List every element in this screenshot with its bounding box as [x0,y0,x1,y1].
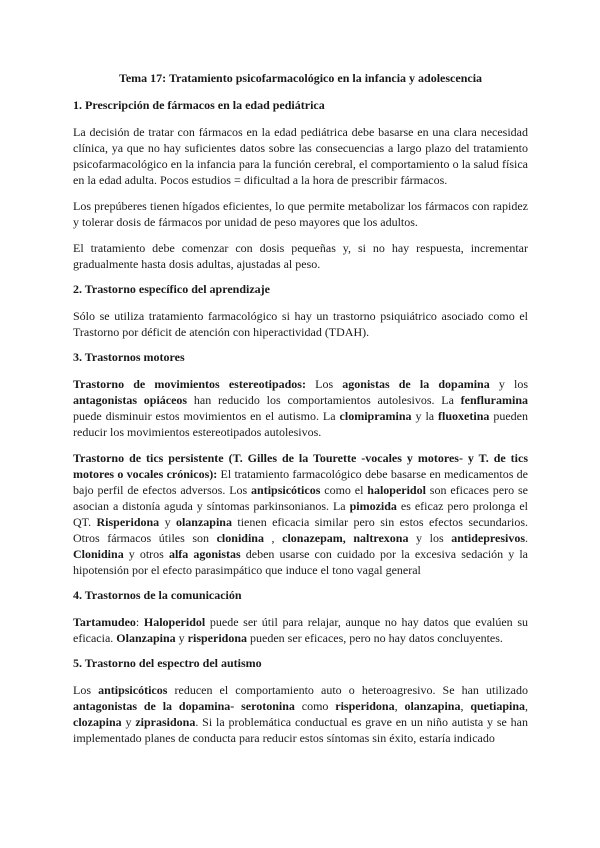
text: es eficaz pero prolonga el QT. [73,499,528,529]
term: Trastorno de tics persistente (T. Gilles de la Tourette -vocales y motores- y T. de tics motores o vocales crónicos): [73,451,528,481]
section-2-paragraph-1: Sólo se utiliza tratamiento farmacológico si hay un trastorno psiquiátrico asociado como el Trastorno por déficit de atención con hiperactividad (TDAH). [73,309,528,339]
text: son eficaces pero se asocian a distonía aguda y síntomas parkinsonianos. La [73,483,528,513]
term: fenfluramina [460,393,529,407]
text: y [159,515,176,529]
term: clozapina [73,715,122,729]
term: quetiapina [470,699,526,713]
term: ziprasidona [135,715,196,729]
term: risperidona [187,631,247,645]
section-1-paragraph-2: Los prepúberes tienen hígados eficientes, lo que permite metabolizar los fármacos con rapidez y tolerar dosis de fármacos por unidad de peso mayores que los adultos. [73,199,528,229]
text: Los [73,683,99,697]
term: Trastorno de movimientos estereotipados: [73,377,306,391]
term: Risperidona [96,515,160,529]
text: y los [489,377,529,391]
term: haloperidol [367,483,426,497]
term: Clonidina [73,547,124,561]
section-3-paragraph-2 [73,450,528,578]
text: y [175,631,188,645]
term: olanzapina [404,699,461,713]
document-page [73,71,528,756]
text: puede ser útil para relajar, aunque no hay datos que evalúen su eficacia. [73,615,528,645]
text: como [294,699,336,713]
term: antipsicóticos [98,683,168,697]
text: , [263,531,283,545]
term: Tartamudeo [73,615,136,629]
text: deben usarse con cuidado por la excesiva sedación y la hipotensión por el efecto parasimpático que induce el tono vagal general [73,547,528,577]
text: y los [408,531,452,545]
text: y la [411,409,439,423]
section-3-paragraph-1 [73,376,528,440]
term: antagonistas opiáceos [73,393,188,407]
text: , [460,699,471,713]
text: . [525,531,528,545]
term: clonazepam, naltrexona [282,531,409,545]
term: fluoxetina [438,409,490,423]
section-5-heading: 5. Trastorno del espectro del autismo [73,656,262,670]
text: El tratamiento farmacológico debe basarse en medicamentos de bajo perfil de efectos adversos. Los [73,467,528,497]
section-3-heading: 3. Trastornos motores [73,350,185,364]
section-1-paragraph-3: El tratamiento debe comenzar con dosis pequeñas y, si no hay respuesta, incrementar gradualmente hasta dosis adultas, ajustadas al peso. [73,241,528,271]
term: clonidina [216,531,264,545]
document-title: Tema 17: Tratamiento psicofarmacológico en la infancia y adolescencia [118,71,483,85]
text: , [394,699,405,713]
term: risperidona [335,699,395,713]
text: han reducido los comportamientos autolesivos. La [187,393,461,407]
text: , [525,699,529,713]
section-4-paragraph-1 [73,614,528,646]
term: Haloperidol [143,615,206,629]
term: antagonistas de la dopamina- serotonina [73,699,295,713]
text: : [135,615,144,629]
term: alfa agonistas [168,547,241,561]
text: pueden ser eficaces, pero no hay datos concluyentes. [247,631,503,645]
text: como el [320,483,368,497]
term: Olanzapina [116,631,176,645]
text: y otros [123,547,169,561]
term: antipsicóticos [251,483,321,497]
text: tienen eficacia similar pero sin estos efectos secundarios. Otros fármacos útiles son [73,515,528,545]
term: olanzapina [175,515,232,529]
text: y [121,715,136,729]
term: agonistas de la dopamina [342,377,490,391]
text: pueden reducir los movimientos estereotipados autolesivos. [73,409,528,439]
term: clomipramina [339,409,412,423]
section-2-heading: 2. Trastorno específico del aprendizaje [73,282,270,296]
text: reducen el comportamiento auto o heteroagresivo. Se han utilizado [167,683,528,697]
text: puede disminuir estos movimientos en el autismo. La [73,409,340,423]
section-5-paragraph-1 [73,682,528,746]
section-4-heading: 4. Trastornos de la comunicación [73,588,242,602]
term: pimozida [349,499,397,513]
text: . Si la problemática conductual es grave en un niño autista y se han implementado planes de conducta para reducir estos síntomas sin éxito, estaría indicado [73,715,528,745]
section-1-paragraph-1: La decisión de tratar con fármacos en la edad pediátrica debe basarse en una clara necesidad clínica, ya que no hay suficientes datos sobre las consecuencias a largo plazo del tratamiento psicofarmacológico en la infancia para la función cerebral, el comportamiento o la salud física en la edad adulta. Pocos estudios = dificultad a la hora de prescribir fármacos. [73,125,528,187]
section-1-heading: 1. Prescripción de fármacos en la edad pediátrica [73,98,325,112]
term: antidepresivos [451,531,525,545]
text: Los [305,377,343,391]
